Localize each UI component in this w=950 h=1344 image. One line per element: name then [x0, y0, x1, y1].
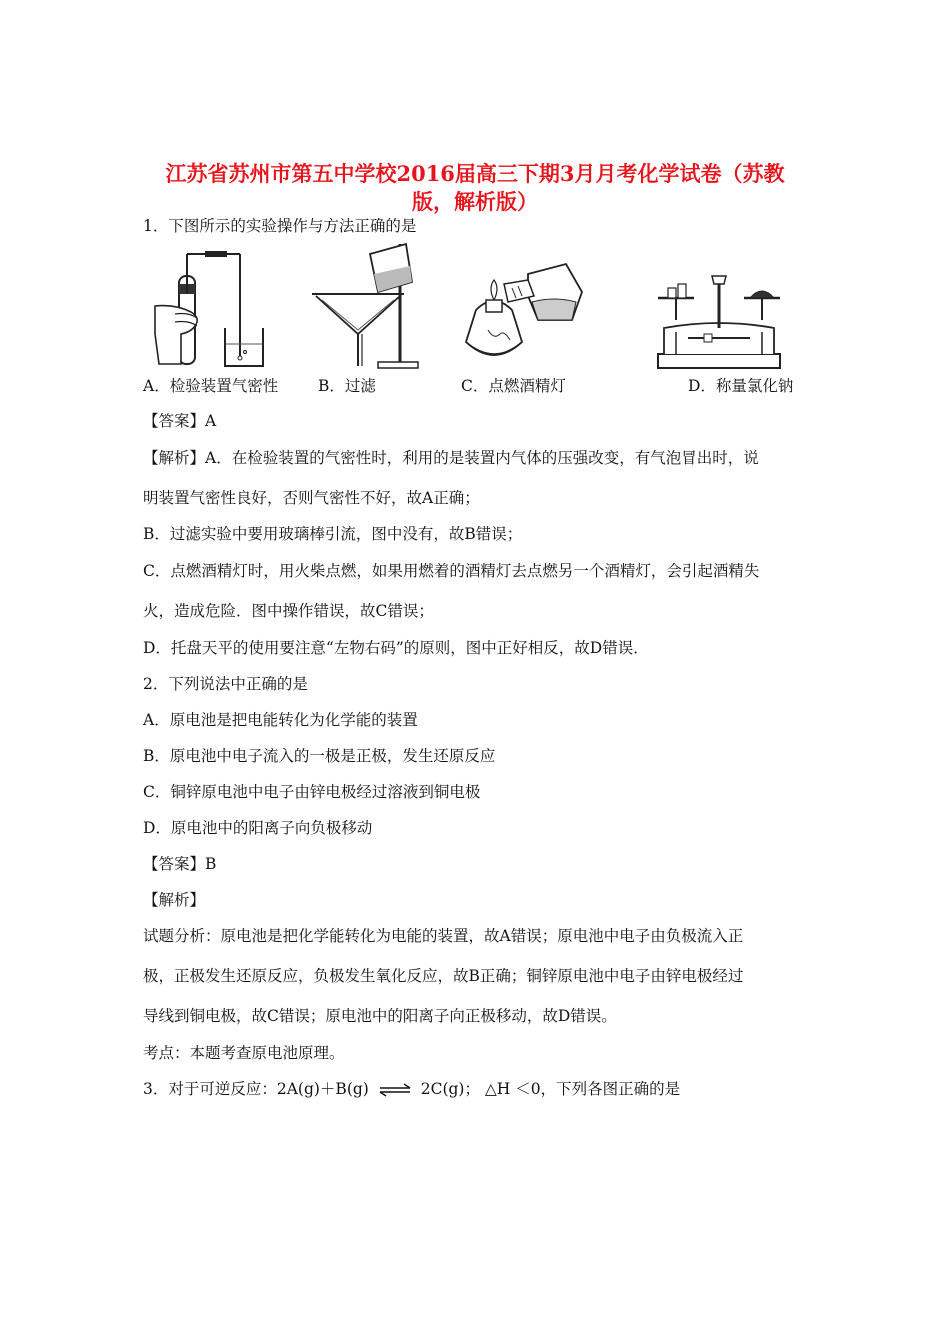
q3-stem-suffix: 2C(g)； △H ＜0，下列各图正确的是 [420, 1080, 681, 1098]
q2-option-c: C．铜锌原电池中电子由锌电极经过溶液到铜电极 [143, 783, 481, 801]
q1-analysis-line: C．点燃酒精灯时，用火柴点燃，如果用燃着的酒精灯去点燃另一个酒精灯，会引起酒精失 [143, 562, 760, 580]
caption-d: D．称量氯化钠 [688, 377, 794, 395]
q1-stem: 1．下图所示的实验操作与方法正确的是 [143, 217, 417, 235]
q2-answer: 【答案】B [143, 855, 217, 873]
caption-b: B．过滤 [318, 377, 376, 395]
equilibrium-arrow-icon [378, 1083, 412, 1097]
q3-stem-prefix: 3．对于可逆反应：2A(g)＋B(g) [143, 1080, 369, 1098]
figure-alcohol-lamp [454, 262, 594, 370]
q2-option-b: B．原电池中电子流入的一极是正极，发生还原反应 [143, 747, 496, 765]
q2-analysis-label: 【解析】 [143, 891, 206, 909]
q1-analysis-line: 明装置气密性良好，否则气密性不好，故A正确； [143, 489, 480, 507]
figure-airtightness-check [145, 248, 270, 370]
q1-analysis-line: 火，造成危险．图中操作错误，故C错误； [143, 602, 434, 620]
q2-analysis-line: 试题分析：原电池是把化学能转化为电能的装置，故A错误；原电池中电子由负极流入正 [143, 927, 744, 945]
q3-stem [143, 1077, 680, 1099]
caption-c: C．点燃酒精灯 [461, 377, 566, 395]
q2-analysis-line: 导线到铜电极，故C错误；原电池中的阳离子向正极移动，故D错误。 [143, 1007, 617, 1025]
doc-title-line2: 版，解析版） [412, 189, 538, 214]
q2-option-d: D．原电池中的阳离子向负极移动 [143, 819, 373, 837]
figure-filtration [308, 240, 423, 370]
doc-title-line1: 江苏省苏州市第五中学校2016届高三下期3月月考化学试卷（苏教 [165, 161, 785, 186]
q2-analysis-line: 极，正极发生还原反应，负极发生氧化反应，故B正确；铜锌原电池中电子由锌电极经过 [143, 967, 744, 985]
figure-balance [654, 268, 784, 372]
caption-a: A．检验装置气密性 [143, 377, 279, 395]
q1-analysis-line: 【解析】A．在检验装置的气密性时，利用的是装置内气体的压强改变，有气泡冒出时，说 [143, 449, 759, 467]
q1-answer: 【答案】A [143, 412, 217, 430]
q1-analysis-line: B．过滤实验中要用玻璃棒引流，图中没有，故B错误； [143, 525, 523, 543]
q1-analysis-line: D．托盘天平的使用要注意“左物右码”的原则，图中正好相反，故D错误． [143, 639, 649, 657]
q2-knowledge-point: 考点：本题考查原电池原理。 [143, 1044, 345, 1062]
q2-option-a: A．原电池是把电能转化为化学能的装置 [143, 711, 418, 729]
q2-stem: 2．下列说法中正确的是 [143, 675, 308, 693]
